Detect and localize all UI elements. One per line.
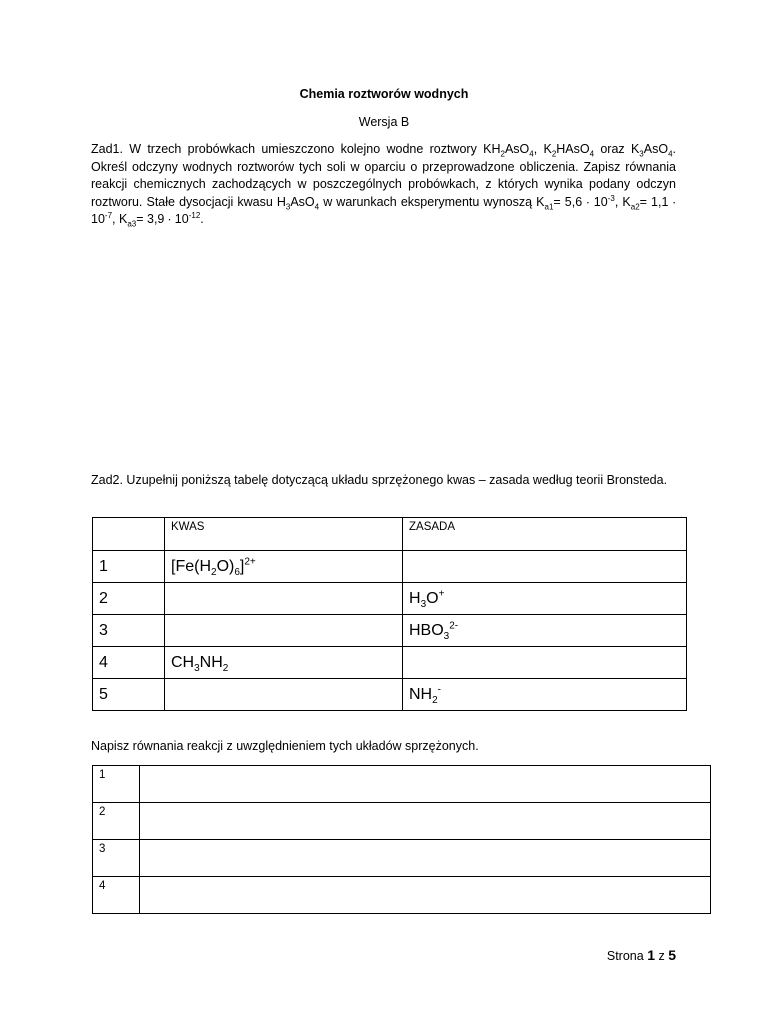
row-number: 1 <box>93 766 140 803</box>
document-version: Wersja B <box>358 115 410 129</box>
base-cell[interactable]: $NH_2^-$ <box>403 679 687 711</box>
row-number: 2 <box>93 583 165 615</box>
table-header-row <box>93 518 687 551</box>
base-cell[interactable]: $H_3O^+$ <box>403 583 687 615</box>
equation-cell[interactable] <box>140 766 711 803</box>
header-cell-acid: KWAS <box>165 518 403 551</box>
table-row <box>93 583 687 615</box>
task2-text: Zad2. Uzupełnij poniższą tabelę dotyczącą układu sprzężonego kwas – zasada według teorii Bronsteda. <box>91 473 668 487</box>
table-row <box>93 877 711 914</box>
table-row <box>93 766 711 803</box>
row-number: 4 <box>93 877 140 914</box>
row-number: 4 <box>93 647 165 679</box>
page-label: Strona <box>606 949 644 963</box>
acid-cell[interactable]: $CH_3NH_2$ <box>165 647 403 679</box>
page-total: 5 <box>668 947 676 963</box>
equation-cell[interactable] <box>140 840 711 877</box>
equation-cell[interactable] <box>140 803 711 840</box>
header-cell-base: ZASADA <box>403 518 687 551</box>
acid-cell[interactable] <box>165 679 403 711</box>
row-number: 3 <box>93 840 140 877</box>
equation-cell[interactable] <box>140 877 711 914</box>
table-row <box>93 551 687 583</box>
table-row <box>93 647 687 679</box>
base-cell[interactable] <box>403 647 687 679</box>
task1-text: Zad1. W trzech probówkach umieszczono kolejno wodne roztwory $KH_2AsO_4$, $K_2HAsO_4$ oraz $K_3AsO_4$. Określ odczyny wodnych roztworów tych soli w oparciu o przeprowadzone obliczenia. Zapisz równania reakcji chemicznych zachodzących w poszczególnych probówkach, z których wynika podany odczyn roztworu. Stałe dysocjacji kwasu $H_3AsO_4$ w warunkach eksperymentu wynoszą $K_{a1}= 5,6 \cdot 10^{-3}$, $K_{a2}= 1,1 \cdot 10^{-7}$, $K_{a3}= 3,9 \cdot 10^{-12}$. <box>91 142 676 229</box>
acid-cell[interactable]: $[Fe(H_2O)_6]^{2+}$ <box>165 551 403 583</box>
table-row <box>93 840 711 877</box>
task3-text: Napisz równania reakcji z uwzględnieniem tych układów sprzężonych. <box>91 739 479 753</box>
acid-cell[interactable] <box>165 615 403 647</box>
base-cell[interactable]: $HBO_3^{2-}$ <box>403 615 687 647</box>
page-footer <box>607 947 676 963</box>
base-cell[interactable] <box>403 551 687 583</box>
row-number: 1 <box>93 551 165 583</box>
row-number: 2 <box>93 803 140 840</box>
conjugate-pairs-table <box>92 517 687 711</box>
page-number: 1 <box>647 947 655 963</box>
table-row <box>93 679 687 711</box>
table-row <box>93 803 711 840</box>
document-title: Chemia roztworów wodnych <box>299 87 469 101</box>
row-number: 3 <box>93 615 165 647</box>
header-cell-number <box>93 518 165 551</box>
page-separator: z <box>658 949 665 963</box>
equations-table <box>92 765 711 914</box>
table-row <box>93 615 687 647</box>
acid-cell[interactable] <box>165 583 403 615</box>
row-number: 5 <box>93 679 165 711</box>
